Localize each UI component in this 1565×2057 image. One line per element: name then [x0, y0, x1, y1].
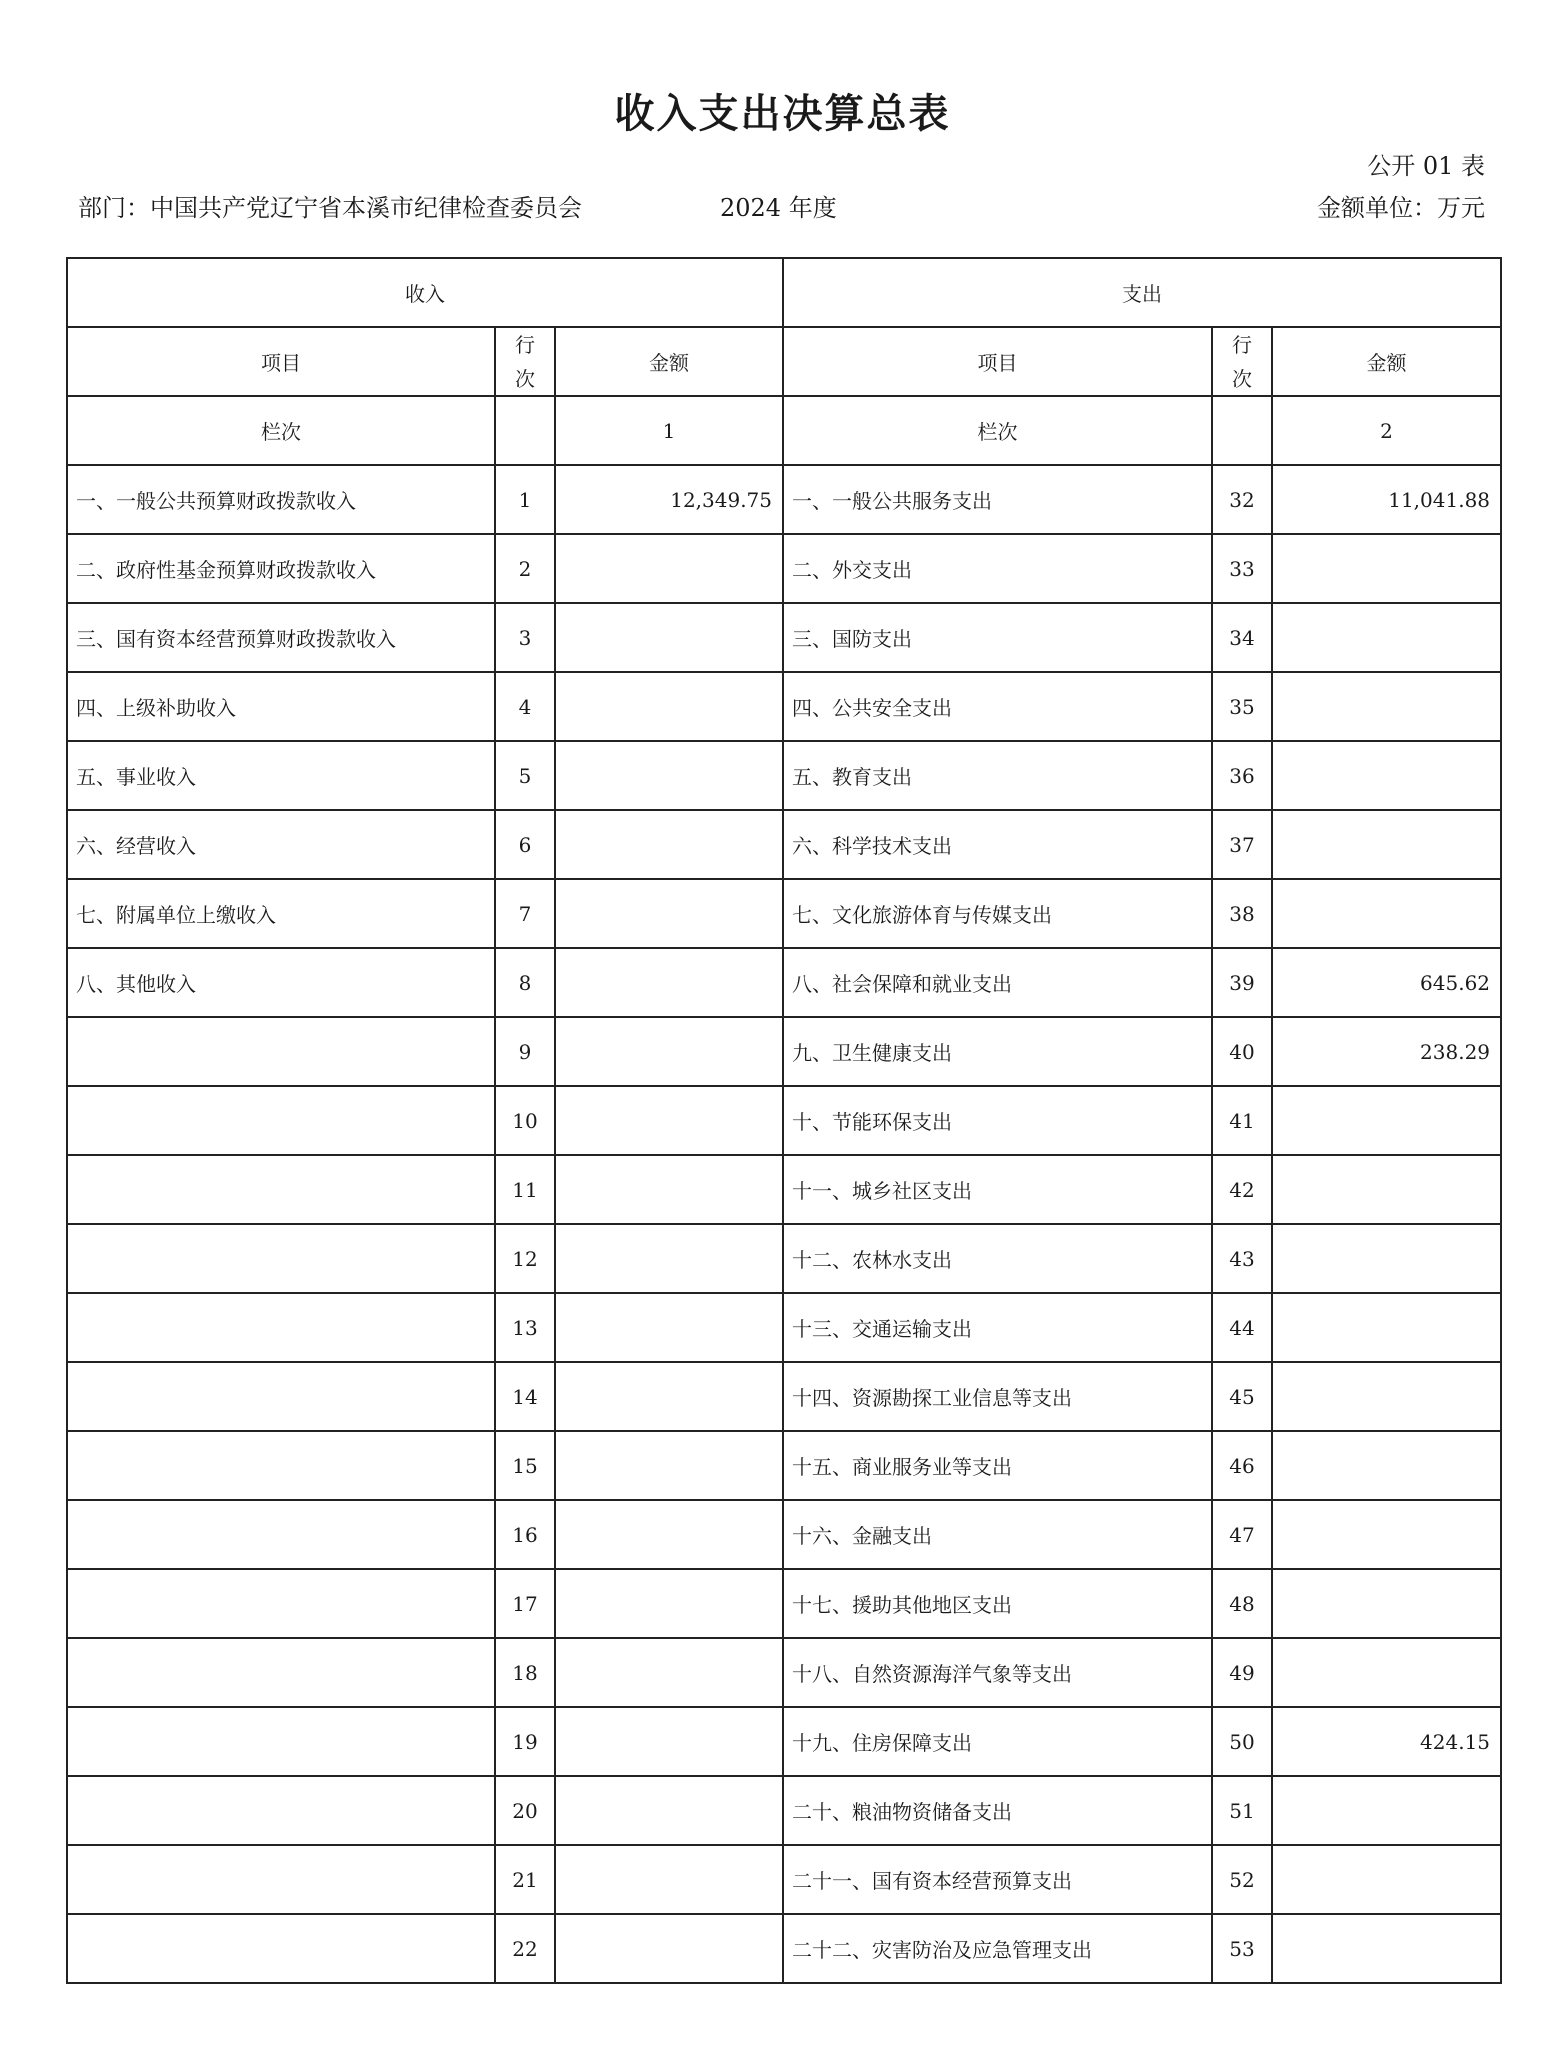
expense-row-number: 41: [1212, 1086, 1272, 1155]
table-row: [67, 534, 1501, 603]
page-title: 收入支出决算总表: [614, 91, 951, 137]
income-amount-cell: [555, 1017, 783, 1086]
expense-row-number: 46: [1212, 1431, 1272, 1500]
income-row-number: 21: [495, 1845, 555, 1914]
expense-amount-cell: [1272, 741, 1501, 810]
income-row-number: 19: [495, 1707, 555, 1776]
expense-amount-cell: [1272, 603, 1501, 672]
expense-item-cell: 一、一般公共服务支出: [783, 465, 1212, 534]
income-item-header: 项目: [67, 327, 495, 396]
income-amount-cell: [555, 948, 783, 1017]
expense-amount-cell: [1272, 1293, 1501, 1362]
table-row: [67, 1500, 1501, 1569]
expense-row-number: 34: [1212, 603, 1272, 672]
income-row-number: 2: [495, 534, 555, 603]
income-item-cell: [67, 1017, 495, 1086]
table-row: [67, 810, 1501, 879]
income-item-cell: [67, 1569, 495, 1638]
expense-amount-cell: [1272, 1362, 1501, 1431]
table-row: [67, 1293, 1501, 1362]
income-amount-cell: [555, 534, 783, 603]
income-row-number: 16: [495, 1500, 555, 1569]
income-row-number: 20: [495, 1776, 555, 1845]
income-amount-cell: [555, 741, 783, 810]
expense-amount-cell: [1272, 1224, 1501, 1293]
expense-amount-cell: [1272, 1155, 1501, 1224]
expense-item-cell: 十七、援助其他地区支出: [783, 1569, 1212, 1638]
expense-item-cell: 二十、粮油物资储备支出: [783, 1776, 1212, 1845]
expense-row-number: 37: [1212, 810, 1272, 879]
income-row-number: 12: [495, 1224, 555, 1293]
income-amount-cell: [555, 879, 783, 948]
expense-amount-cell: 645.62: [1272, 948, 1501, 1017]
expense-row-number: 38: [1212, 879, 1272, 948]
income-item-cell: 八、其他收入: [67, 948, 495, 1017]
expense-row-number: 47: [1212, 1500, 1272, 1569]
income-item-cell: [67, 1086, 495, 1155]
expense-item-cell: 八、社会保障和就业支出: [783, 948, 1212, 1017]
expense-row-number: 44: [1212, 1293, 1272, 1362]
column-index-row: [67, 396, 1501, 465]
income-row-number: 11: [495, 1155, 555, 1224]
table-row: [67, 1707, 1501, 1776]
income-row-no-header: 行次: [495, 327, 555, 396]
amount-unit: 金额单位：万元: [1317, 194, 1485, 222]
income-column-blank: [495, 396, 555, 465]
income-amount-cell: [555, 1776, 783, 1845]
income-row-number: 3: [495, 603, 555, 672]
income-column-number: 1: [555, 396, 783, 465]
expense-amount-cell: [1272, 1914, 1501, 1983]
income-amount-cell: 12,349.75: [555, 465, 783, 534]
expense-column-number: 2: [1272, 396, 1501, 465]
expense-amount-cell: [1272, 810, 1501, 879]
income-item-cell: 三、国有资本经营预算财政拨款收入: [67, 603, 495, 672]
income-item-cell: [67, 1362, 495, 1431]
income-amount-cell: [555, 1845, 783, 1914]
table-row: [67, 879, 1501, 948]
expense-row-number: 49: [1212, 1638, 1272, 1707]
expense-row-number: 40: [1212, 1017, 1272, 1086]
expense-column-label: 栏次: [783, 396, 1212, 465]
income-amount-cell: [555, 1155, 783, 1224]
income-row-number: 18: [495, 1638, 555, 1707]
income-item-cell: [67, 1500, 495, 1569]
column-header-row: [67, 327, 1501, 396]
income-row-number: 9: [495, 1017, 555, 1086]
expense-amount-cell: [1272, 1638, 1501, 1707]
expense-item-header: 项目: [783, 327, 1212, 396]
expense-amount-header: 金额: [1272, 327, 1501, 396]
income-amount-cell: [555, 1362, 783, 1431]
income-amount-cell: [555, 1293, 783, 1362]
income-section-header: 收入: [67, 258, 783, 327]
income-item-cell: [67, 1155, 495, 1224]
fiscal-year: 2024 年度: [720, 194, 837, 222]
expense-amount-cell: [1272, 1569, 1501, 1638]
expense-amount-cell: [1272, 1776, 1501, 1845]
income-amount-cell: [555, 1707, 783, 1776]
income-item-cell: [67, 1431, 495, 1500]
expense-item-cell: 五、教育支出: [783, 741, 1212, 810]
table-row: [67, 1017, 1501, 1086]
table-row: [67, 741, 1501, 810]
income-amount-cell: [555, 1638, 783, 1707]
expense-item-cell: 十九、住房保障支出: [783, 1707, 1212, 1776]
income-amount-header: 金额: [555, 327, 783, 396]
expense-amount-cell: [1272, 1845, 1501, 1914]
expense-row-number: 52: [1212, 1845, 1272, 1914]
expense-amount-cell: [1272, 879, 1501, 948]
expense-row-number: 45: [1212, 1362, 1272, 1431]
expense-row-number: 53: [1212, 1914, 1272, 1983]
income-expense-table: [66, 257, 1502, 1984]
table-row: [67, 603, 1501, 672]
income-amount-cell: [555, 1224, 783, 1293]
table-row: [67, 1845, 1501, 1914]
expense-item-cell: 十八、自然资源海洋气象等支出: [783, 1638, 1212, 1707]
expense-item-cell: 十五、商业服务业等支出: [783, 1431, 1212, 1500]
income-item-cell: [67, 1224, 495, 1293]
expense-row-number: 43: [1212, 1224, 1272, 1293]
expense-section-header: 支出: [783, 258, 1501, 327]
table-row: [67, 465, 1501, 534]
income-amount-cell: [555, 1500, 783, 1569]
income-item-cell: [67, 1845, 495, 1914]
table-row: [67, 948, 1501, 1017]
expense-item-cell: 九、卫生健康支出: [783, 1017, 1212, 1086]
income-item-cell: [67, 1638, 495, 1707]
income-row-number: 13: [495, 1293, 555, 1362]
income-item-cell: 六、经营收入: [67, 810, 495, 879]
expense-amount-cell: [1272, 1086, 1501, 1155]
income-row-number: 5: [495, 741, 555, 810]
table-row: [67, 1155, 1501, 1224]
income-item-cell: 一、一般公共预算财政拨款收入: [67, 465, 495, 534]
expense-row-number: 50: [1212, 1707, 1272, 1776]
income-row-number: 22: [495, 1914, 555, 1983]
expense-item-cell: 十六、金融支出: [783, 1500, 1212, 1569]
income-amount-cell: [555, 810, 783, 879]
expense-amount-cell: 238.29: [1272, 1017, 1501, 1086]
expense-item-cell: 十四、资源勘探工业信息等支出: [783, 1362, 1212, 1431]
income-item-cell: [67, 1707, 495, 1776]
income-item-cell: [67, 1776, 495, 1845]
expense-item-cell: 十、节能环保支出: [783, 1086, 1212, 1155]
income-item-cell: 七、附属单位上缴收入: [67, 879, 495, 948]
expense-amount-cell: [1272, 534, 1501, 603]
income-row-number: 10: [495, 1086, 555, 1155]
income-row-number: 15: [495, 1431, 555, 1500]
income-item-cell: [67, 1914, 495, 1983]
expense-row-number: 42: [1212, 1155, 1272, 1224]
income-row-number: 14: [495, 1362, 555, 1431]
expense-item-cell: 十三、交通运输支出: [783, 1293, 1212, 1362]
section-header-row: [67, 258, 1501, 327]
income-amount-cell: [555, 1086, 783, 1155]
expense-amount-cell: [1272, 1500, 1501, 1569]
income-column-label: 栏次: [67, 396, 495, 465]
expense-item-cell: 十二、农林水支出: [783, 1224, 1212, 1293]
income-amount-cell: [555, 603, 783, 672]
expense-column-blank: [1212, 396, 1272, 465]
expense-row-number: 32: [1212, 465, 1272, 534]
form-number: 公开 01 表: [1367, 152, 1485, 180]
table-row: [67, 1431, 1501, 1500]
table-row: [67, 1638, 1501, 1707]
income-amount-cell: [555, 672, 783, 741]
table-row: [67, 1776, 1501, 1845]
table-row: [67, 1086, 1501, 1155]
income-row-number: 17: [495, 1569, 555, 1638]
expense-amount-cell: [1272, 1431, 1501, 1500]
expense-row-number: 51: [1212, 1776, 1272, 1845]
expense-amount-cell: [1272, 672, 1501, 741]
income-item-cell: 四、上级补助收入: [67, 672, 495, 741]
table-row: [67, 1362, 1501, 1431]
income-amount-cell: [555, 1914, 783, 1983]
expense-row-no-header: 行次: [1212, 327, 1272, 396]
expense-row-number: 39: [1212, 948, 1272, 1017]
income-item-cell: [67, 1293, 495, 1362]
expense-item-cell: 六、科学技术支出: [783, 810, 1212, 879]
income-amount-cell: [555, 1569, 783, 1638]
expense-row-number: 35: [1212, 672, 1272, 741]
expense-item-cell: 二十一、国有资本经营预算支出: [783, 1845, 1212, 1914]
income-row-number: 8: [495, 948, 555, 1017]
income-row-number: 6: [495, 810, 555, 879]
expense-item-cell: 十一、城乡社区支出: [783, 1155, 1212, 1224]
expense-amount-cell: 11,041.88: [1272, 465, 1501, 534]
table-row: [67, 1224, 1501, 1293]
expense-amount-cell: 424.15: [1272, 1707, 1501, 1776]
expense-item-cell: 二十二、灾害防治及应急管理支出: [783, 1914, 1212, 1983]
expense-row-number: 36: [1212, 741, 1272, 810]
table-row: [67, 672, 1501, 741]
department-label: 部门：中国共产党辽宁省本溪市纪律检查委员会: [78, 194, 582, 222]
expense-item-cell: 七、文化旅游体育与传媒支出: [783, 879, 1212, 948]
income-item-cell: 二、政府性基金预算财政拨款收入: [67, 534, 495, 603]
expense-row-number: 48: [1212, 1569, 1272, 1638]
table-row: [67, 1569, 1501, 1638]
expense-item-cell: 二、外交支出: [783, 534, 1212, 603]
income-row-number: 1: [495, 465, 555, 534]
income-amount-cell: [555, 1431, 783, 1500]
table-row: [67, 1914, 1501, 1983]
expense-row-number: 33: [1212, 534, 1272, 603]
expense-item-cell: 三、国防支出: [783, 603, 1212, 672]
expense-item-cell: 四、公共安全支出: [783, 672, 1212, 741]
income-item-cell: 五、事业收入: [67, 741, 495, 810]
income-row-number: 4: [495, 672, 555, 741]
income-row-number: 7: [495, 879, 555, 948]
